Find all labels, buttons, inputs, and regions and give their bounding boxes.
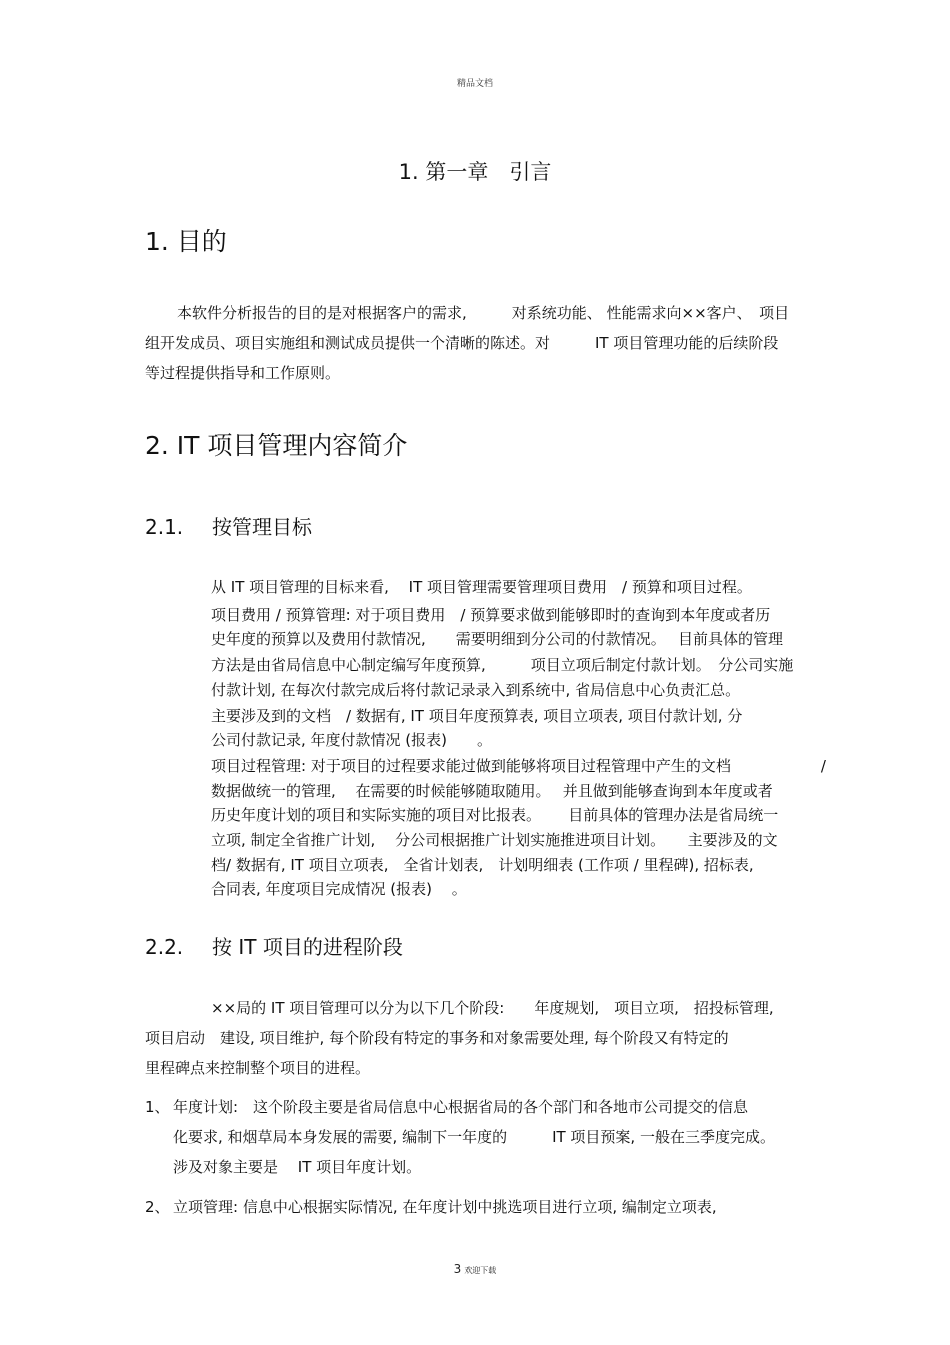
list-item-number: 2、 [145,1198,170,1216]
subsection-2-2-intro-line: ××局的 IT 项目管理可以分为以下几个阶段: 年度规划, 项目立项, 招投标管理, [211,999,774,1017]
chapter-title: 1. 第一章 引言 [398,160,552,184]
subsection-2-1-line: 史年度的预算以及费用付款情况, 需要明细到分公司的付款情况。 目前具体的管理 [211,630,784,648]
subsection-2-1-line: 从 IT 项目管理的目标来看, IT 项目管理需要管理项目费用 / 预算和项目过程。 [211,578,752,596]
list-item-number: 1、 [145,1098,170,1116]
subsection-number: 2.1. [145,515,184,539]
subsection-2-2-heading [145,934,403,960]
section-1-paragraph-line: 等过程提供指导和工作原则。 [145,364,341,382]
subsection-2-1-line: 档/ 数据有, IT 项目立项表, 全省计划表, 计划明细表 (工作项 / 里程碑), 招标表, [211,856,754,874]
subsection-2-1-heading [145,514,312,540]
list-item-line: 立项管理: 信息中心根据实际情况, 在年度计划中挑选项目进行立项, 编制定立项表, [173,1198,717,1216]
subsection-2-2-intro-line: 项目启动 建设, 项目维护, 每个阶段有特定的事务和对象需要处理, 每个阶段又有特定的 [145,1029,729,1047]
subsection-2-1-line: 项目费用 / 预算管理: 对于项目费用 / 预算要求做到能够即时的查询到本年度或者历 [211,606,771,624]
subsection-title: 按 IT 项目的进程阶段 [212,935,403,959]
subsection-2-1-line: 合同表, 年度项目完成情况 (报表) 。 [211,880,467,898]
subsection-number: 2.2. [145,935,184,959]
section-1-heading: 1. 目的 [145,227,227,256]
page-footer [0,1258,950,1277]
subsection-title: 按管理目标 [212,515,312,539]
subsection-2-2-intro-line: 里程碑点来控制整个项目的进程。 [145,1059,371,1077]
subsection-2-1-line: 立项, 制定全省推广计划, 分公司根据推广计划实施推进项目计划。 主要涉及的文 [211,831,778,849]
subsection-2-1-line: 方法是由省局信息中心制定编写年度预算, 项目立项后制定付款计划。 分公司实施 [211,656,794,674]
page-number: 3 [453,1262,462,1276]
subsection-2-1-line: 项目过程管理: 对于项目的过程要求能过做到能够将项目过程管理中产生的文档 / [211,757,826,775]
subsection-2-1-line: 主要涉及到的文档 / 数据有, IT 项目年度预算表, 项目立项表, 项目付款计划, 分 [211,707,743,725]
subsection-2-1-line: 数据做统一的管理, 在需要的时候能够随取随用。 并且做到能够查询到本年度或者 [211,782,773,800]
subsection-2-1-line: 公司付款记录, 年度付款情况 (报表) 。 [211,731,493,749]
footer-text: 欢迎下载 [464,1266,497,1275]
subsection-2-1-line: 历史年度计划的项目和实际实施的项目对比报表。 目前具体的管理办法是省局统一 [211,806,779,824]
section-2-heading: 2. IT 项目管理内容简介 [145,431,408,460]
section-1-paragraph-line: 本软件分析报告的目的是对根据客户的需求, 对系统功能、 性能需求向××客户、 项目 [177,304,790,322]
section-1-paragraph-line: 组开发成员、项目实施组和测试成员提供一个清晰的陈述。对 IT 项目管理功能的后续阶段 [145,334,779,352]
page-header: 精品文档 [456,79,493,89]
list-item-line: 化要求, 和烟草局本身发展的需要, 编制下一年度的 IT 项目预案, 一般在三季度完成。 [173,1128,775,1146]
list-item-line: 涉及对象主要是 IT 项目年度计划。 [173,1158,422,1176]
subsection-2-1-line: 付款计划, 在每次付款完成后将付款记录录入到系统中, 省局信息中心负责汇总。 [211,681,741,699]
list-item-line: 年度计划: 这个阶段主要是省局信息中心根据省局的各个部门和各地市公司提交的信息 [173,1098,749,1116]
